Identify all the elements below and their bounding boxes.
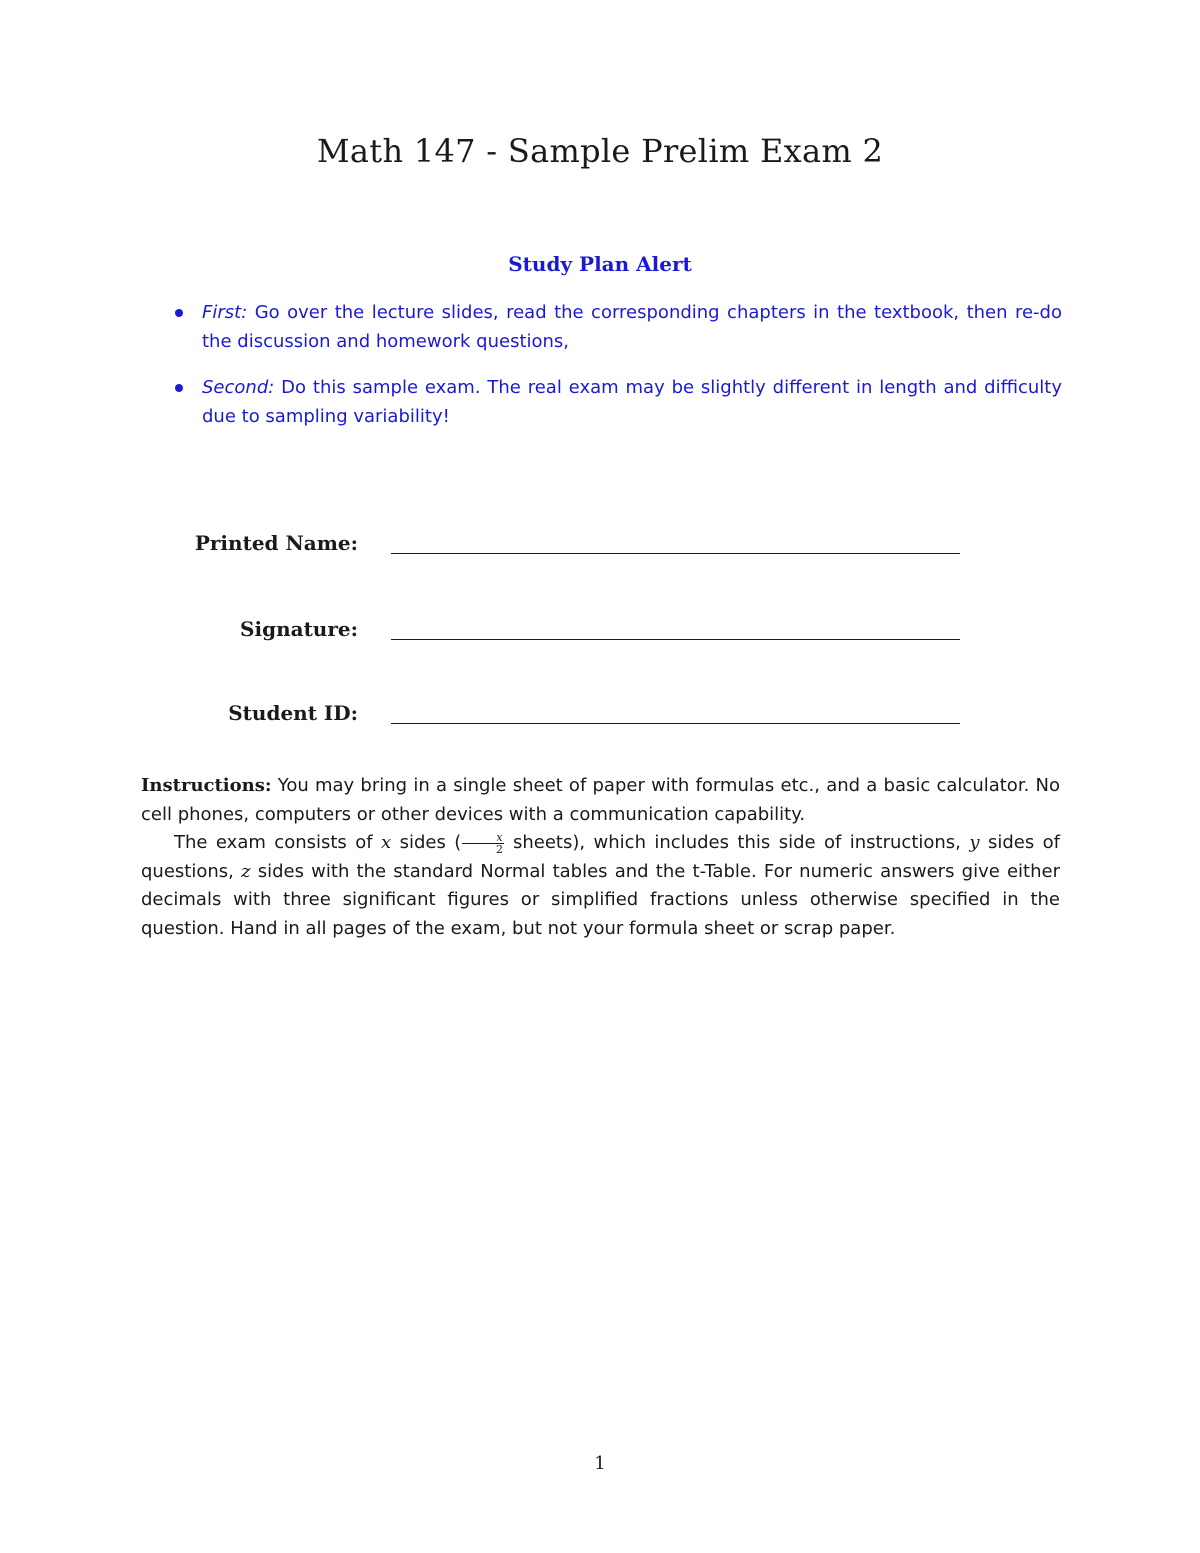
student-id-field[interactable] — [391, 723, 960, 724]
student-id-row — [0, 695, 1200, 735]
instructions-text: You may bring in a single sheet of paper with formulas etc., and a basic calculator. No cell phones, computers or other devices with a communication capability. — [141, 775, 1060, 825]
list-item-lead: Second: — [202, 377, 275, 398]
instructions-paragraph — [141, 829, 1060, 943]
printed-name-row — [0, 525, 1200, 565]
page-title: Math 147 - Sample Prelim Exam 2 — [316, 132, 884, 170]
page-number: 1 — [594, 1453, 606, 1474]
list-item — [172, 298, 1062, 356]
bullet-icon — [175, 309, 183, 317]
instructions-label: Instructions: — [141, 775, 272, 796]
instructions-block — [141, 772, 1060, 943]
signature-field[interactable] — [391, 639, 960, 640]
fraction-x-over-2 — [462, 832, 503, 855]
instructions-text: sides with the standard Normal tables and the t-Table. For numeric answers give either decimals with three significant figures or simplified fractions unless otherwise specified in the question. Hand in all pages of the exam, but not your formula sheet or scrap paper. — [141, 860, 1060, 939]
fraction-denominator: 2 — [495, 842, 503, 856]
bullet-icon — [175, 384, 183, 392]
math-var-x: x — [381, 832, 392, 853]
signature-row — [0, 611, 1200, 651]
instructions-text: sheets), which includes this side of instructions, — [513, 832, 961, 853]
list-item — [172, 373, 1062, 431]
printed-name-label: Printed Name: — [194, 531, 358, 555]
list-item-lead: First: — [202, 302, 248, 323]
math-var-y: y — [969, 832, 980, 853]
student-id-label: Student ID: — [228, 701, 358, 725]
list-item-text: Go over the lecture slides, read the corresponding chapters in the textbook, then re-do the discussion and homework questions, — [202, 302, 1062, 352]
signature-label: Signature: — [240, 617, 358, 641]
list-item-text: Do this sample exam. The real exam may be slightly different in length and difficulty due to sampling variability! — [202, 377, 1062, 427]
instructions-text: The exam consists of — [174, 832, 373, 853]
fraction-numerator: x — [462, 832, 503, 844]
study-plan-list — [172, 298, 1062, 448]
math-var-z: z — [241, 860, 251, 882]
instructions-paragraph — [141, 772, 1060, 829]
study-plan-heading: Study Plan Alert — [508, 252, 692, 276]
printed-name-field[interactable] — [391, 553, 960, 554]
instructions-text: sides of questions, — [141, 832, 1060, 882]
instructions-text: sides ( — [399, 832, 462, 853]
